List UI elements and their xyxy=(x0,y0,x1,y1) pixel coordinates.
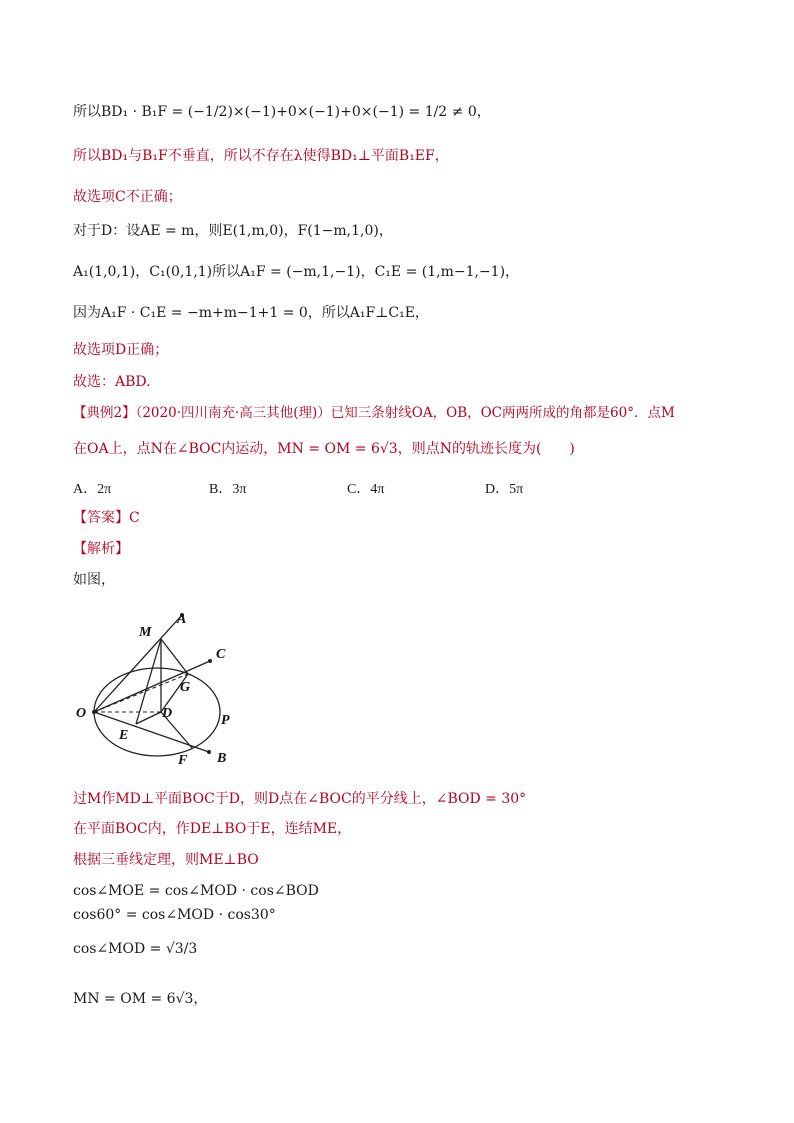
equation-3: cos∠MOD = √3/3 xyxy=(73,941,198,957)
ray-ob xyxy=(94,712,209,752)
example-2-line2: 在OA上，点N在∠BOC内运动，MN = OM = 6√3，则点N的轨迹长度为( ) xyxy=(73,441,575,457)
figure-intro: 如图， xyxy=(73,572,115,588)
line-option-d-correct: 故选项D正确； xyxy=(73,342,169,358)
solution-step-3: 根据三垂线定理，则ME⊥BO xyxy=(73,852,259,868)
label-g: G xyxy=(180,680,191,695)
ray-oa xyxy=(94,615,182,712)
label-e: E xyxy=(119,728,129,743)
line-for-option-d: 对于D：设AE = m，则E(1,m,0)，F(1−m,1,0)， xyxy=(73,223,393,239)
answer-label: 【答案】C xyxy=(73,510,140,526)
label-d: D xyxy=(162,706,173,721)
point-o xyxy=(92,710,96,714)
option-c: C．4π xyxy=(347,482,385,497)
equation-1: cos∠MOE = cos∠MOD · cos∠BOD xyxy=(73,883,319,899)
line-choice: 故选：ABD. xyxy=(73,374,151,390)
solution-step-1: 过M作MD⊥平面BOC于D，则D点在∠BOC的平分线上，∠BOD = 30° xyxy=(73,791,527,807)
label-m: M xyxy=(139,625,152,640)
label-a: A xyxy=(177,612,187,627)
line-not-perpendicular: 所以BD₁与B₁F不垂直，所以不存在λ使得BD₁⊥平面B₁EF， xyxy=(73,148,449,164)
option-d: D．5π xyxy=(485,482,524,497)
analysis-label: 【解析】 xyxy=(73,541,129,557)
point-c xyxy=(208,659,212,663)
line-dot-product: 所以BD₁ · B₁F = (−1/2)×(−1)+0×(−1)+0×(−1) = 1/2 ≠ 0， xyxy=(73,104,491,120)
equation-2: cos60° = cos∠MOD · cos30° xyxy=(73,907,276,923)
segment-de xyxy=(136,712,161,724)
line-vectors: A₁(1,0,1)，C₁(0,1,1)所以A₁F = (−m,1,−1)，C₁E = (1,m−1,−1)， xyxy=(73,264,520,280)
example-2-line1: 【典例2】（2020·四川南充·高三其他(理)）已知三条射线OA，OB，OC两两所成的角都是60°．点M xyxy=(73,405,675,421)
option-a: A．2π xyxy=(73,482,112,497)
label-p: P xyxy=(221,713,230,728)
equation-4: MN = OM = 6√3， xyxy=(73,991,208,1007)
line-perpendicular: 因为A₁F · C₁E = −m+m−1+1 = 0，所以A₁F⊥C₁E， xyxy=(73,305,429,321)
label-o: O xyxy=(76,706,87,721)
label-b: B xyxy=(217,751,227,766)
label-f: F xyxy=(178,753,188,768)
geometry-figure xyxy=(70,600,270,770)
option-b: B．3π xyxy=(209,482,247,497)
point-b xyxy=(207,750,211,754)
solution-step-2: 在平面BOC内，作DE⊥BO于E，连结ME， xyxy=(73,821,352,837)
line-option-c-wrong: 故选项C不正确； xyxy=(73,189,182,205)
label-c: C xyxy=(216,647,226,662)
